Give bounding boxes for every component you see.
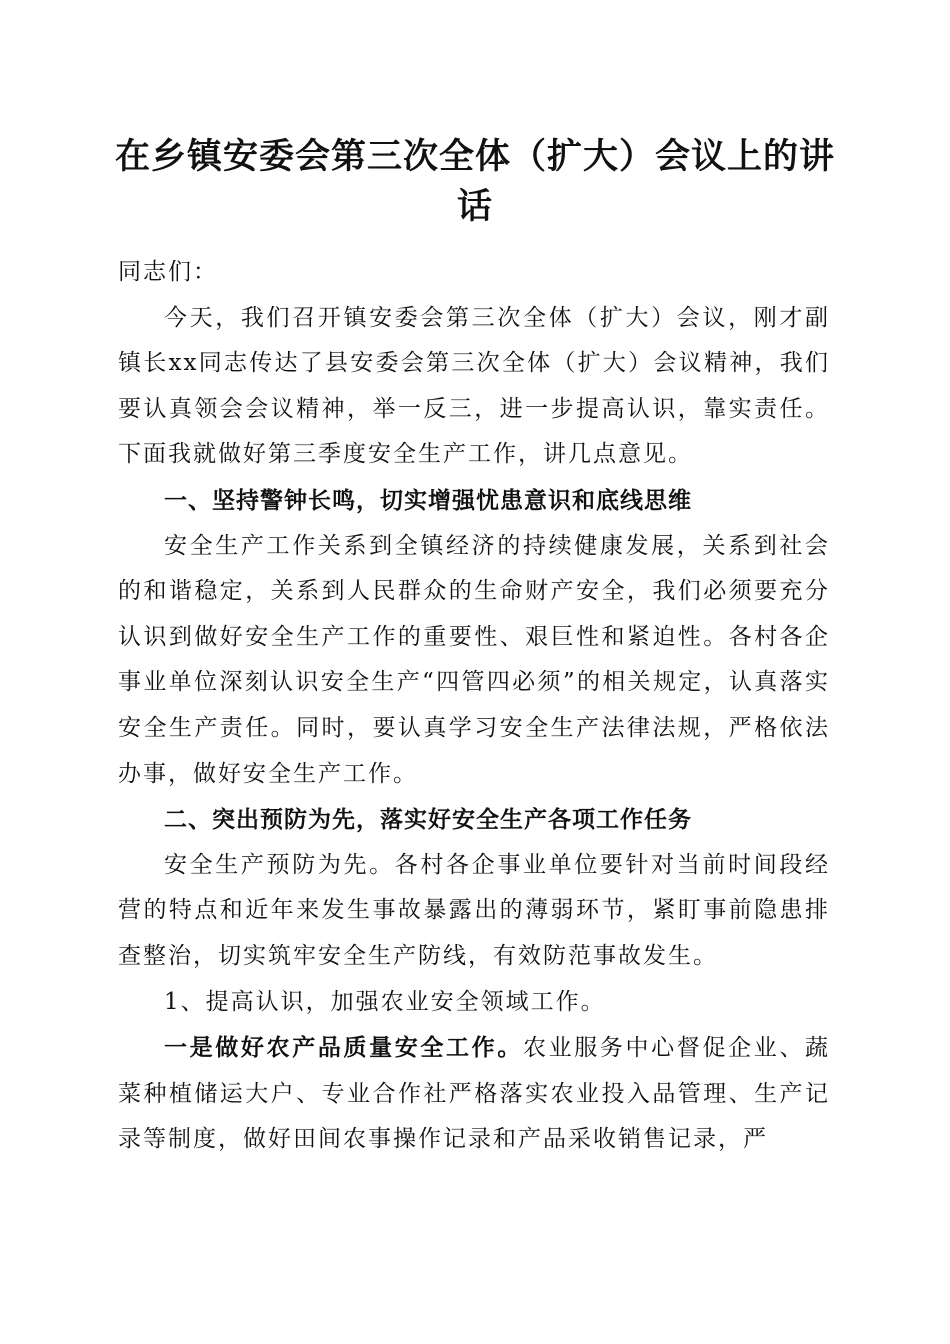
salutation: 同志们：: [118, 259, 218, 285]
point-1-lead: 一是做好农产品质量安全工作。: [164, 1034, 523, 1062]
document-title: 在乡镇安委会第三次全体（扩大）会议上的讲话: [114, 136, 835, 227]
section-1-paragraph: 安全生产工作关系到全镇经济的持续健康发展，关系到社会的和谐稳定，关系到人民群众的生命财产安全，我们必须要充分认识到做好安全生产工作的重要性、艰巨性和紧迫性。各村各企事业单位深刻认识安全生产“四管四必须”的相关规定，认真落实安全生产责任。同时，要认真学习安全生产法律法规，严格依法办事，做好安全生产工作。: [118, 532, 830, 787]
document-body: [118, 250, 830, 1163]
section-2-item-1: 1、提高认识，加强农业安全领域工作。: [164, 988, 606, 1015]
section-1-heading: 一、坚持警钟长鸣，切实增强忧患意识和底线思维: [164, 486, 692, 514]
point-1-text: 农业服务中心督促企业、蔬菜种植储运大户、专业合作社严格落实农业投入品管理、生产记录等制度，做好田间农事操作记录和产品采收销售记录，严: [118, 1035, 831, 1153]
section-2-heading: 二、突出预防为先，落实好安全生产各项工作任务: [164, 806, 692, 834]
section-2-paragraph: 安全生产预防为先。各村各企事业单位要针对当前时间段经营的特点和近年来发生事故暴露出的薄弱环节，紧盯事前隐患排查整治，切实筑牢安全生产防线，有效防范事故发生。: [118, 851, 830, 969]
intro-paragraph: 今天，我们召开镇安委会第三次全体（扩大）会议，刚才副镇长xx同志传达了县安委会第三次全体（扩大）会议精神，我们要认真领会会议精神，举一反三，进一步提高认识，靠实责任。下面我就做好第三季度安全生产工作，讲几点意见。: [118, 304, 830, 468]
point-1-paragraph: [118, 1025, 830, 1163]
